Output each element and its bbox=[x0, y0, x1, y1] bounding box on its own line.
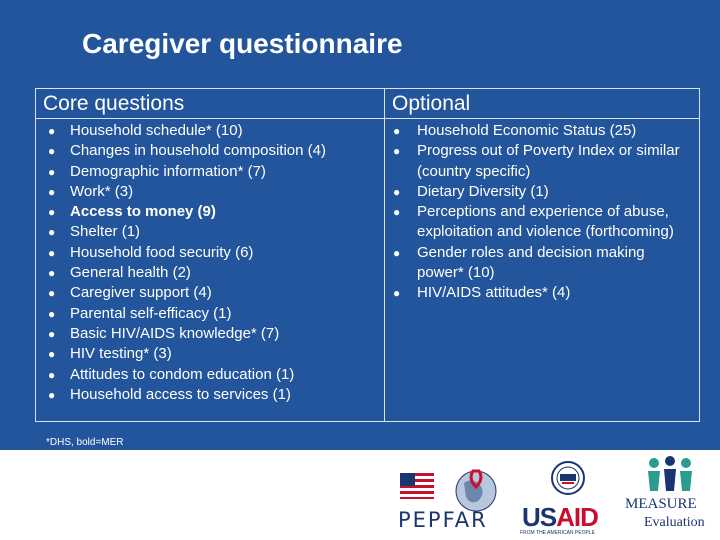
core-item-text: HIV testing* (3) bbox=[70, 345, 172, 363]
core-item-text: Work* (3) bbox=[70, 182, 134, 200]
optional-heading: Optional bbox=[392, 92, 471, 115]
core-questions-list bbox=[36, 121, 382, 405]
core-list-item bbox=[36, 121, 382, 141]
optional-item-text: Perceptions and experience of abuse, exploitation and violence (forthcoming) bbox=[417, 203, 674, 241]
core-list-item bbox=[36, 324, 382, 344]
core-item-text: General health (2) bbox=[70, 264, 191, 282]
bullet-icon: ● bbox=[48, 184, 56, 199]
bullet-icon: ● bbox=[393, 124, 401, 138]
bullet-icon: ● bbox=[393, 286, 401, 301]
usaid-tagline: FROM THE AMERICAN PEOPLE bbox=[520, 530, 595, 536]
bullet-icon: ● bbox=[48, 266, 56, 281]
bullet-icon: ● bbox=[48, 144, 56, 159]
core-list-item bbox=[36, 202, 382, 222]
core-list-item bbox=[36, 304, 382, 324]
optional-list-item bbox=[385, 283, 695, 303]
core-item-text: Household food security (6) bbox=[70, 243, 254, 261]
bullet-icon: ● bbox=[48, 205, 56, 220]
core-item-text: Household access to services (1) bbox=[70, 385, 291, 403]
pepfar-wordmark: PEPFAR bbox=[398, 508, 488, 532]
questions-table bbox=[35, 88, 700, 422]
core-item-text: Household schedule* (10) bbox=[70, 122, 243, 139]
bullet-icon: ● bbox=[393, 184, 401, 199]
core-item-text: Parental self-efficacy (1) bbox=[70, 304, 232, 322]
slide-title: Caregiver questionnaire bbox=[82, 28, 403, 59]
bullet-icon: ● bbox=[48, 306, 56, 321]
usaid-us: US bbox=[522, 502, 557, 532]
bullet-icon: ● bbox=[393, 144, 401, 159]
core-list-item bbox=[36, 222, 382, 242]
core-item-text: Basic HIV/AIDS knowledge* (7) bbox=[70, 324, 280, 342]
core-item-text: Caregiver support (4) bbox=[70, 284, 212, 302]
bullet-icon: ● bbox=[48, 286, 56, 301]
bullet-icon: ● bbox=[48, 245, 56, 260]
optional-list-item bbox=[385, 202, 695, 243]
core-list-item bbox=[36, 365, 382, 385]
core-questions-heading: Core questions bbox=[43, 92, 185, 115]
core-item-text: Changes in household composition (4) bbox=[70, 142, 326, 160]
optional-item-text: Household Economic Status (25) bbox=[417, 122, 637, 139]
bullet-icon: ● bbox=[48, 326, 56, 341]
core-item-text: Access to money (9) bbox=[70, 203, 216, 221]
core-list-item bbox=[36, 283, 382, 303]
core-item-text: Shelter (1) bbox=[70, 223, 141, 241]
measure-wordmark: MEASURE bbox=[625, 496, 697, 512]
globe-ribbon-icon bbox=[456, 471, 496, 511]
core-list-item bbox=[36, 182, 382, 202]
evaluation-wordmark: Evaluation bbox=[644, 515, 705, 530]
optional-list-item bbox=[385, 243, 695, 284]
core-list-item bbox=[36, 141, 382, 161]
usaid-aid: AID bbox=[556, 502, 598, 532]
bullet-icon: ● bbox=[48, 367, 56, 382]
bullet-icon: ● bbox=[48, 124, 56, 138]
core-list-item bbox=[36, 385, 382, 405]
core-list-item bbox=[36, 344, 382, 364]
optional-list-item bbox=[385, 182, 695, 202]
core-list-item bbox=[36, 162, 382, 182]
core-item-text: Attitudes to condom education (1) bbox=[70, 365, 295, 383]
bullet-icon: ● bbox=[393, 245, 401, 260]
bullet-icon: ● bbox=[48, 387, 56, 402]
header-divider bbox=[36, 118, 699, 119]
usaid-wordmark bbox=[522, 502, 598, 533]
us-flag-icon bbox=[400, 473, 434, 499]
bullet-icon: ● bbox=[48, 164, 56, 179]
bullet-icon: ● bbox=[48, 225, 56, 240]
optional-item-text: Progress out of Poverty Index or similar (country specific) bbox=[417, 142, 680, 180]
core-list-item bbox=[36, 243, 382, 263]
bullet-icon: ● bbox=[48, 347, 56, 362]
optional-questions-list bbox=[385, 121, 695, 304]
bullet-icon: ● bbox=[393, 205, 401, 220]
optional-item-text: Gender roles and decision making power* (10) bbox=[417, 243, 645, 282]
core-list-item bbox=[36, 263, 382, 283]
optional-item-text: Dietary Diversity (1) bbox=[417, 182, 549, 200]
optional-list-item bbox=[385, 121, 695, 141]
core-item-text: Demographic information* (7) bbox=[70, 162, 266, 180]
footnote: *DHS, bold=MER bbox=[46, 437, 124, 448]
optional-list-item bbox=[385, 141, 695, 182]
optional-item-text: HIV/AIDS attitudes* (4) bbox=[417, 284, 571, 302]
